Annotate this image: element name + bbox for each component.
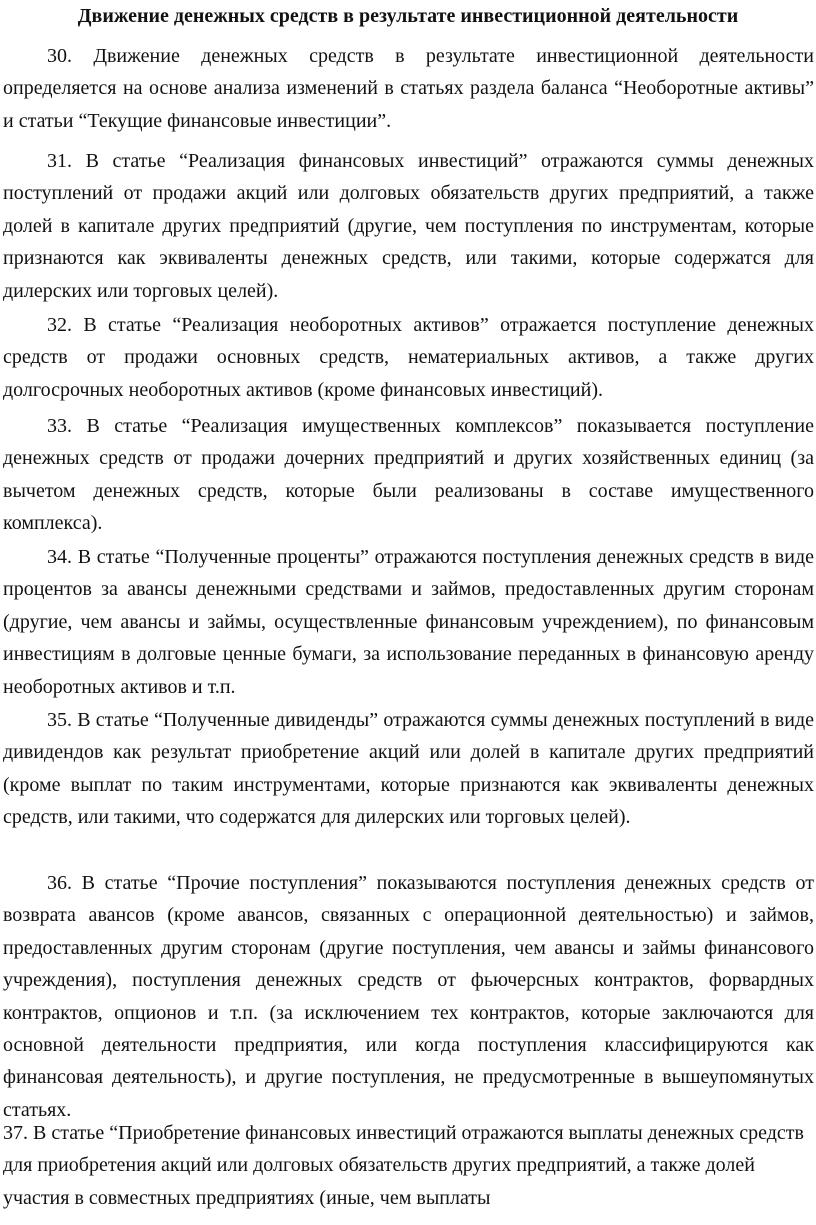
paragraph-33: 33. В статье “Реализация имущественных комплексов” показывается поступление денежных средств от продажи дочерних предприятий и других хозяйственных единиц (за вычетом денежных средств, которые были реализованы в составе имущественного комплекса). — [3, 415, 814, 535]
paragraph-31: 31. В статье “Реализация финансовых инвестиций” отражаются суммы денежных поступлений от продажи акций или долговых обязательств других предприятий, а также долей в капитале других предприятий (другие, чем поступления по инструментам, которые признаются как эквиваленты денежных средств, или такими, которые содержатся для дилерских или торговых целей). — [3, 150, 814, 302]
paragraph-35: 35. В статье “Полученные дивиденды” отражаются суммы денежных поступлений в виде дивидендов как результат приобретение акций или долей в капитале других предприятий (кроме выплат по таким инструментами, которые признаются как эквиваленты денежных средств, или такими, что содержатся для дилерских или торговых целей). — [3, 709, 814, 829]
paragraph-32: 32. В статье “Реализация необоротных активов” отражается поступление денежных средств от продажи основных средств, нематериальных активов, а также других долгосрочных необоротных активов (кроме финансовых инвестиций). — [3, 314, 814, 401]
paragraph-36: 36. В статье “Прочие поступления” показываются поступления денежных средств от возврата авансов (кроме авансов, связанных с операционной деятельностью) и займов, предоставленных другим сторонам (другие поступления, чем авансы и займы финансового учреждения), поступления денежных средств от фьючерсных контрактов, форвардных контрактов, опционов и т.п. (за исключением тех контрактов, которые заключаются для основной деятельности предприятия, или когда поступления классифицируются как финансовая деятельность), и другие поступления, не предусмотренные в вышеупомянутых статьях. — [3, 872, 814, 1121]
paragraph-37: 37. В статье “Приобретение финансовых инвестиций отражаются выплаты денежных средств для приобретения акций или долговых обязательств других предприятий, а также долей участия в совместных предприятиях (иные, чем выплаты — [3, 1122, 804, 1209]
document-title: Движение денежных средств в результате инвестиционной деятельности — [77, 5, 739, 27]
paragraph-30: 30. Движение денежных средств в результате инвестиционной деятельности определяется на основе анализа изменений в статьях раздела баланса “Необоротные активы” и статьи “Текущие финансовые инвестиции”. — [3, 45, 814, 132]
paragraph-34: 34. В статье “Полученные проценты” отражаются поступления денежных средств в виде процентов за авансы денежными средствами и займов, предоставленных другим сторонам (другие, чем авансы и займы, осуществленные финансовым учреждением), по финансовым инвестициям в долговые ценные бумаги, за использование переданных в финансовую аренду необоротных активов и т.п. — [3, 546, 814, 698]
